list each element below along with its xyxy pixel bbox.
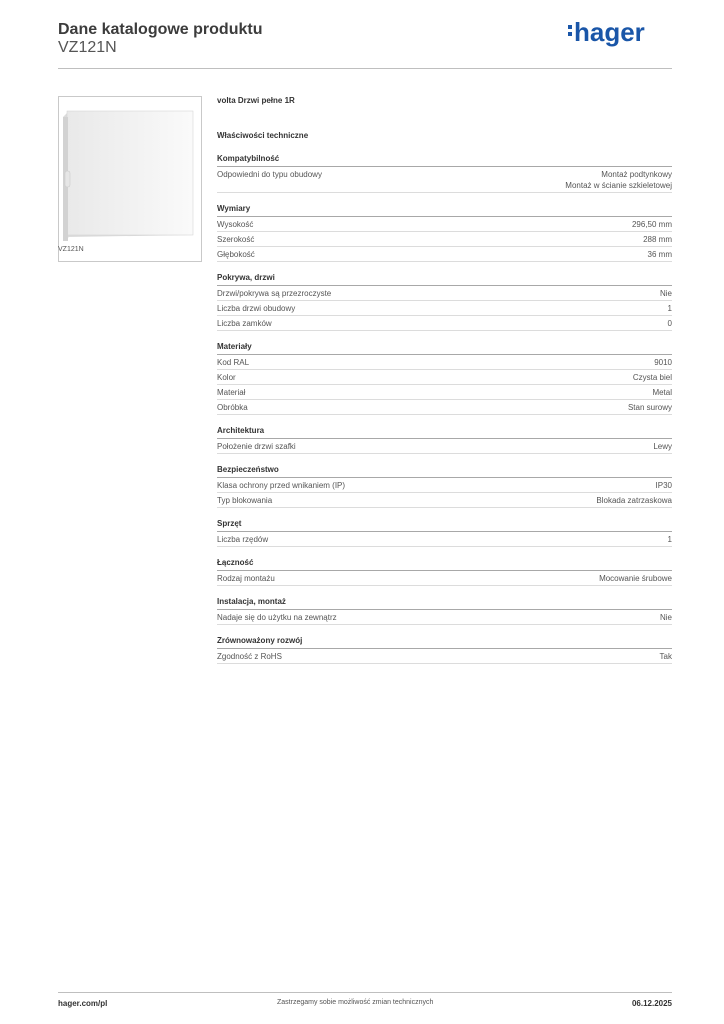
spec-row [217, 610, 672, 625]
spec-label: Materiał [217, 388, 246, 397]
spec-value-line: 0 [667, 319, 672, 328]
section-title: Zrównoważony rozwój [217, 633, 672, 649]
spec-value [668, 303, 672, 314]
product-name: volta Drzwi pełne 1R [217, 96, 295, 105]
spec-label: Odpowiedni do typu obudowy [217, 170, 322, 179]
spec-value [648, 249, 672, 260]
spec-value-line: Tak [659, 652, 672, 661]
hager-logo [566, 16, 658, 48]
spec-section [217, 555, 672, 594]
spec-section [217, 201, 672, 270]
section-title: Architektura [217, 423, 672, 439]
spec-value-line: Metal [652, 388, 672, 397]
spec-section [217, 270, 672, 339]
spec-row [217, 370, 672, 385]
section-title: Sprzęt [217, 516, 672, 532]
spec-value [628, 402, 672, 413]
spec-value [656, 480, 672, 491]
footer-divider [58, 992, 672, 993]
spec-row [217, 167, 672, 193]
spec-value-line: IP30 [655, 481, 672, 490]
spec-label: Szerokość [217, 235, 255, 244]
spec-label: Położenie drzwi szafki [217, 442, 296, 451]
header-divider [58, 68, 672, 69]
spec-section [217, 151, 672, 201]
product-code: VZ121N [58, 39, 117, 56]
spec-row [217, 478, 672, 493]
spec-section [217, 516, 672, 555]
section-title: Wymiary [217, 201, 672, 217]
section-title: Bezpieczeństwo [217, 462, 672, 478]
spec-row [217, 232, 672, 247]
section-title: Kompatybilność [217, 151, 672, 167]
spec-row [217, 439, 672, 454]
spec-value-line: Montaż podtynkowy [601, 170, 672, 179]
spec-label: Typ blokowania [217, 496, 273, 505]
spec-value-line: 296,50 mm [631, 220, 672, 229]
spec-label: Klasa ochrony przed wnikaniem (IP) [217, 481, 346, 490]
spec-value [660, 612, 672, 623]
spec-value [632, 219, 672, 230]
spec-label: Głębokość [217, 250, 255, 259]
spec-label: Drzwi/pokrywa są przezroczyste [217, 289, 332, 298]
spec-value-line: Blokada zatrzaskowa [596, 496, 672, 505]
section-title: Pokrywa, drzwi [217, 270, 672, 286]
section-title: Materiały [217, 339, 672, 355]
spec-value [660, 288, 672, 299]
spec-value [652, 387, 672, 398]
spec-label: Nadaje się do użytku na zewnątrz [217, 613, 337, 622]
spec-label: Liczba rzędów [217, 535, 269, 544]
spec-label: Obróbka [217, 403, 248, 412]
footer-date: 06.12.2025 [631, 999, 672, 1008]
spec-value [668, 318, 672, 329]
spec-section [217, 462, 672, 516]
spec-value-line: Lewy [653, 442, 672, 451]
spec-label: Rodzaj montażu [217, 574, 275, 583]
spec-row [217, 493, 672, 508]
spec-value [660, 651, 672, 662]
spec-value [633, 372, 672, 383]
spec-row [217, 247, 672, 262]
section-title: Instalacja, montaż [217, 594, 672, 610]
spec-row [217, 400, 672, 415]
spec-label: Wysokość [217, 220, 254, 229]
spec-row [217, 217, 672, 232]
spec-value-line: 9010 [654, 358, 672, 367]
spec-value-line: 36 mm [647, 250, 672, 259]
spec-row [217, 385, 672, 400]
spec-value-line: 1 [667, 535, 672, 544]
spec-value-line: 288 mm [643, 235, 672, 244]
spec-row [217, 316, 672, 331]
footer-website: hager.com/pl [58, 999, 108, 1008]
page-title: Dane katalogowe produktu [58, 21, 263, 38]
spec-value [654, 357, 672, 368]
spec-label: Liczba drzwi obudowy [217, 304, 296, 313]
spec-value-line: Czysta biel [632, 373, 672, 382]
spec-section [217, 633, 672, 672]
spec-section [217, 423, 672, 462]
section-title: Łączność [217, 555, 672, 571]
spec-label: Zgodność z RoHS [217, 652, 282, 661]
spec-label: Kod RAL [217, 358, 250, 367]
spec-value-line: Mocowanie śrubowe [599, 574, 672, 583]
spec-value-line: Nie [659, 613, 672, 622]
spec-label: Kolor [217, 373, 236, 382]
image-caption: VZ121N [58, 246, 84, 253]
properties-heading: Właściwości techniczne [217, 131, 309, 140]
spec-row [217, 301, 672, 316]
spec-value [643, 234, 672, 245]
spec-row [217, 355, 672, 370]
spec-row [217, 649, 672, 664]
spec-label: Liczba zamków [217, 319, 272, 328]
spec-value [668, 534, 672, 545]
spec-row [217, 532, 672, 547]
spec-value [596, 495, 672, 506]
product-image [58, 96, 202, 262]
footer-disclaimer: Zastrzegamy sobie możliwość zmian technicznych [277, 999, 434, 1006]
spec-section [217, 594, 672, 633]
spec-row [217, 571, 672, 586]
spec-value [653, 441, 672, 452]
logo-text: hager [574, 17, 645, 47]
technical-properties [217, 151, 672, 672]
spec-value-line: Montaż w ścianie szkieletowej [565, 181, 672, 190]
spec-value-line: Nie [659, 289, 672, 298]
spec-value-line: 1 [667, 304, 672, 313]
spec-section [217, 339, 672, 423]
spec-value [599, 573, 672, 584]
spec-value [565, 169, 672, 191]
spec-row [217, 286, 672, 301]
door-illustration [59, 97, 201, 261]
spec-value-line: Stan surowy [627, 403, 672, 412]
